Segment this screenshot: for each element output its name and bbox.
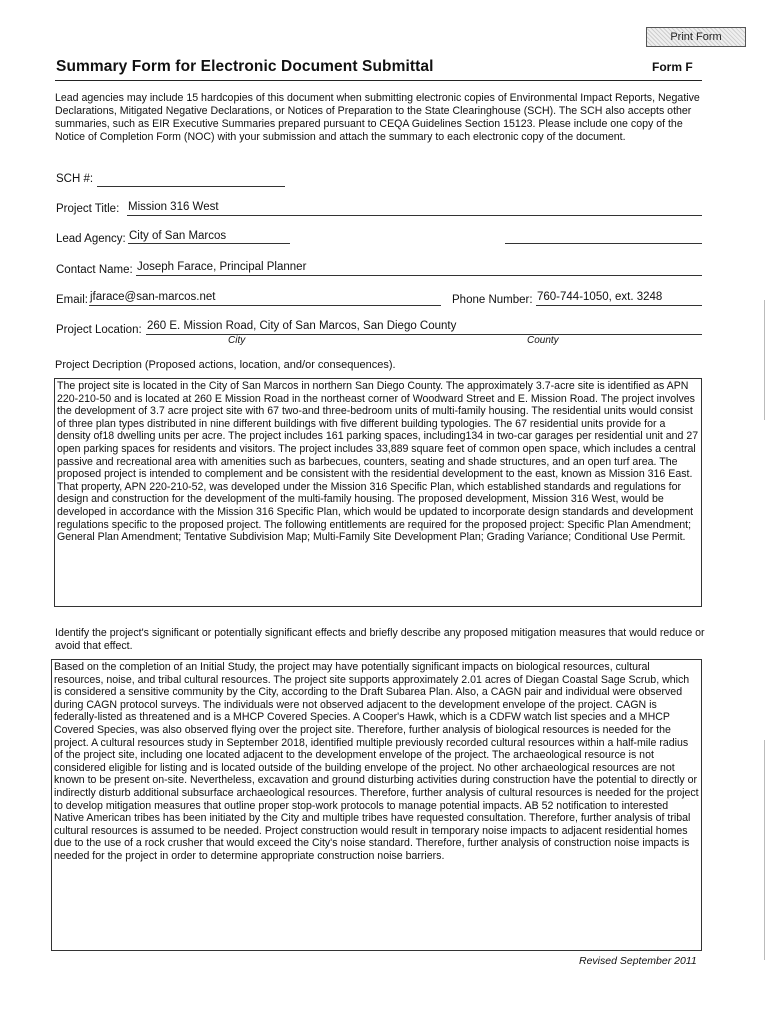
lead-agency-value[interactable]: City of San Marcos xyxy=(129,230,227,242)
city-caption: City xyxy=(228,335,246,346)
revision-footer: Revised September 2011 xyxy=(579,955,697,967)
lead-agency-extra-underline xyxy=(505,243,702,244)
phone-label: Phone Number: xyxy=(452,294,533,306)
project-description-textarea[interactable]: The project site is located in the City of San Marcos in northern San Diego County. The approximately 3.7-acre site is identified as APN 220-210-50 and is located at 260 E Mission Road in the northeast corner of Woodward Street and E. Mission Road. The project involves the development of 3.7 acre project site with 67 two-and three-bedroom units of multi-family housing. The residential units would consist of three plan types distributed in nine different buildings with five different building typologies. The 67 residential units provide for a density of18 dwelling units per acre. The project includes 161 parking spaces, including134 in two-car garages per residential unit and 27 open parking spaces for residents and visitors. The project includes 33,889 square feet of common open space, which includes a central passive and recreational area with amenities such as barbecues, counters, seating and shade structures, and an open turf area. The proposed project is intended to complement and be consistent with the residential development to the east, known as Mission 316 East. That property, APN 220-210-52, was developed under the Mission 316 Specific Plan, which established standards and regulations for design and construction for the development of the multi-family housing. The proposed development, Mission 316 West, would be developed in accordance with the Mission 316 Specific Plan, which would be updated to incorporate design standards and development regulations specific to the proposed project. The following entitlements are required for the proposed project: Specific Plan Amendment; General Plan Amendment; Tentative Subdivision Map; Multi-Family Site Development Plan; Grading Variance; Conditional Use Permit. xyxy=(54,378,702,607)
email-label: Email: xyxy=(56,294,88,306)
phone-value[interactable]: 760-744-1050, ext. 3248 xyxy=(537,291,663,303)
contact-name-value[interactable]: Joseph Farace, Principal Planner xyxy=(137,261,307,273)
email-value[interactable]: jfarace@san-marcos.net xyxy=(90,291,216,303)
county-caption: County xyxy=(527,335,559,346)
title-divider xyxy=(55,80,702,81)
email-underline xyxy=(89,305,441,306)
effects-label: Identify the project's significant or potentially significant effects and briefly describe any proposed mitigation measures that would reduce or avoid that effect. xyxy=(55,627,705,652)
project-title-underline xyxy=(127,215,702,216)
contact-name-underline xyxy=(136,275,702,276)
lead-agency-underline xyxy=(128,243,290,244)
print-form-button[interactable]: Print Form xyxy=(646,27,746,47)
sch-number-field[interactable] xyxy=(97,186,285,187)
lead-agency-label: Lead Agency: xyxy=(56,233,126,245)
phone-underline xyxy=(536,305,702,306)
scan-margin-mark xyxy=(764,740,765,960)
project-location-label: Project Location: xyxy=(56,324,142,336)
project-title-value[interactable]: Mission 316 West xyxy=(128,201,219,213)
sch-label: SCH #: xyxy=(56,173,94,185)
page-title: Summary Form for Electronic Document Submittal xyxy=(56,58,434,75)
form-id: Form F xyxy=(652,60,693,74)
contact-name-label: Contact Name: xyxy=(56,264,133,276)
project-location-value[interactable]: 260 E. Mission Road, City of San Marcos, San Diego County xyxy=(147,320,457,332)
scan-margin-mark xyxy=(764,300,765,420)
description-label: Project Decription (Proposed actions, location, and/or consequences). xyxy=(55,359,396,371)
effects-mitigation-textarea[interactable]: Based on the completion of an Initial Study, the project may have potentially significant impacts on biological resources, cultural resources, noise, and tribal cultural resources. The project site supports approximately 2.01 acres of Diegan Coastal Sage Scrub, which is considered a sensitive community by the City, according to the Draft Subarea Plan. Also, a CAGN pair and individual were observed during CAGN protocol surveys. The individuals were not observed adjacent to the development envelope of the project. CAGN is federally-listed as threatened and is a MHCP Covered Species. A Cooper's Hawk, which is a CDFW watch list species and a MHCP Covered Species, was also observed flying over the project site. Therefore, further analysis of biological resources is needed for the project. A cultural resources study in September 2018, identified multiple previously recorded cultural resources within a half-mile radius of the project site, including one located adjacent to the development envelope of the project. The archaeological resource is not considered eligible for listing and is located outside of the building envelope of the project. No other archaeological resources are not known to be present on-site. Nevertheless, excavation and ground disturbing activities during construction have the potential to directly or indirectly disturb additional subsurface archaeological resources. Therefore, further analysis of cultural resources is needed for the project to develop mitigation measures that outline proper stop-work protocols to manage potential impacts. AB 52 notification to interested Native American tribes has been initiated by the City and multiple tribes have requested consultation. Therefore, further analysis of tribal cultural resources is assumed to be needed. Project construction would result in temporary noise impacts to adjacent residential homes due to the use of a rock crusher that would exceed the City's noise standard. Therefore, further analysis of construction noise impacts is needed for the project in order to determine appropriate construction noise barriers. xyxy=(51,659,702,951)
intro-paragraph: Lead agencies may include 15 hardcopies of this document when submitting electronic copies of Environmental Impact Reports, Negative Declarations, Mitigated Negative Declarations, or Notices of Preparation to the State Clearinghouse (SCH). The SCH also accepts other summaries, such as EIR Executive Summaries prepared pursuant to CEQA Guidelines Section 15123. Please include one copy of the Notice of Completion Form (NOC) with your submission and attach the summary to each electronic copy of the document. xyxy=(55,92,700,143)
project-title-label: Project Title: xyxy=(56,203,120,215)
